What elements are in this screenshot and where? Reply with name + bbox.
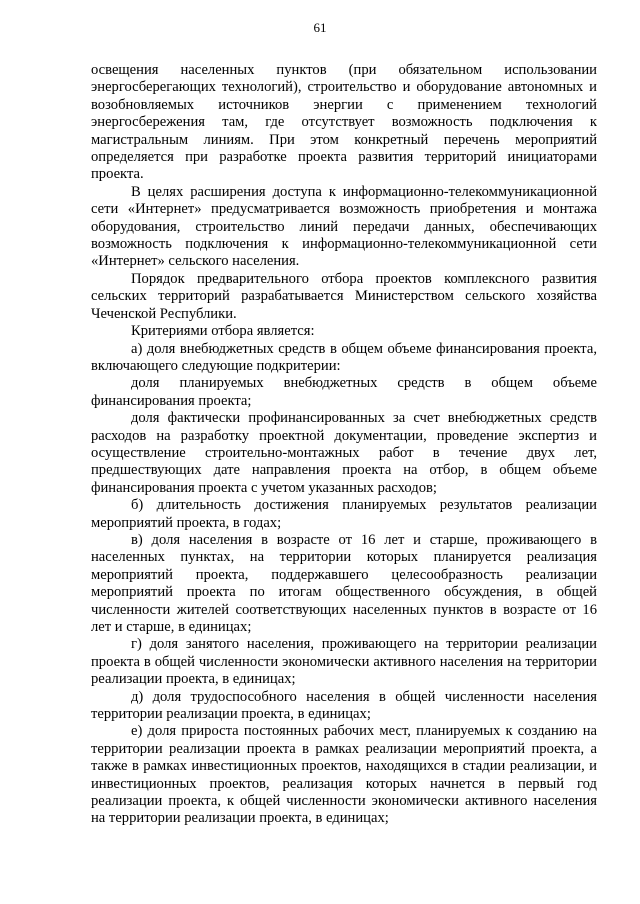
paragraph: а) доля внебюджетных средств в общем объеме финансирования проекта, включающего следующие подкритерии: (91, 340, 597, 374)
page-number: 61 (313, 20, 327, 35)
paragraph: д) доля трудоспособного населения в общей численности населения территории реализации проекта, в единицах; (91, 688, 597, 723)
paragraph: е) доля прироста постоянных рабочих мест, планируемых к созданию на территории реализации проекта в рамках реализации мероприятий проекта, а также в рамках инвестиционных проектов, находящихся в стадии реализации, и инвестиционных проектов, реализация которых начнется в первый год реализации проекта, к общей численности экономически активного населения на территории реализации проекта, в единицах; (91, 723, 597, 827)
paragraph: доля фактически профинансированных за счет внебюджетных средств расходов на разработку проектной документации, проведение экспертиз и осуществление строительно-монтажных работ в течение двух лет, предшествующих дате направления проекта на отбор, в общем объеме финансирования проекта с учетом указанных расходов; (91, 410, 597, 496)
paragraph: Порядок предварительного отбора проектов комплексного развития сельских территорий разрабатывается Министерством сельского хозяйства Чеченской Республики. (91, 270, 597, 322)
paragraph: в) доля населения в возрасте от 16 лет и старше, проживающего в населенных пунктах, на территории которых планируется реализация мероприятий проекта, поддержавшего целесообразность реализации мероприятий проекта по итогам общественного обсуждения, в общей численности жителей соответствующих населенных пунктов в возрасте от 16 лет и старше, в единицах; (91, 531, 597, 635)
paragraph: освещения населенных пунктов (при обязательном использовании энергосберегающих технологий), строительство и оборудование автономных и возобновляемых источников энергии с применением технологий энергосбережения там, где отсутствует возможность подключения к магистральным линиям. При этом конкретный перечень мероприятий определяется при разработке проекта развития территорий инициаторами проекта. (91, 62, 597, 183)
paragraph: б) длительность достижения планируемых результатов реализации мероприятий проекта, в годах; (91, 497, 597, 531)
document-body (91, 62, 597, 828)
paragraph: Критериями отбора является: (131, 323, 315, 340)
paragraph: г) доля занятого населения, проживающего на территории реализации проекта в общей численности экономически активного населения на территории реализации проекта, в единицах; (91, 636, 597, 688)
paragraph: В целях расширения доступа к информационно-телекоммуникационной сети «Интернет» предусматривается возможность приобретения и монтажа оборудования, строительство линий передачи данных, обеспечивающих возможность подключения к информационно-телекоммуникационной сети «Интернет» сельского населения. (91, 183, 597, 270)
paragraph: доля планируемых внебюджетных средств в общем объеме финансирования проекта; (91, 375, 597, 409)
